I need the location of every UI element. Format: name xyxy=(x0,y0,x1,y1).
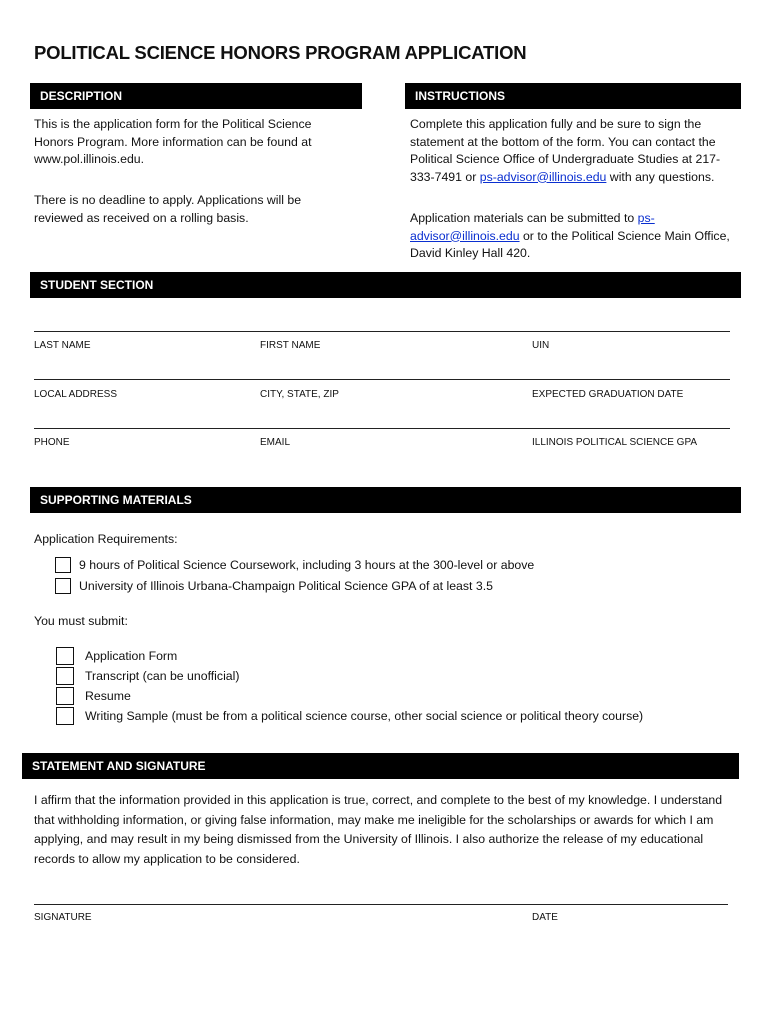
advisor-email-link-2[interactable]: ps-advisor@illinois.edu xyxy=(410,211,655,243)
description-header: DESCRIPTION xyxy=(30,83,362,109)
submit-checkbox[interactable] xyxy=(56,667,74,685)
requirement-checkbox[interactable] xyxy=(55,578,71,594)
signature-label: SIGNATURE xyxy=(34,912,92,923)
statement-text: I affirm that the information provided in this application is true, correct, and complete to the best of my knowledge. I understand that withholding information, or giving false information, may make me ineligible for the scholarships or awards for which I am applying, and may result in my being dismissed from the University of Illinois. I also authorize the release of my educational records to allow my application to be considered. xyxy=(34,793,723,866)
student-section-header: STUDENT SECTION xyxy=(30,272,741,298)
submit-item-label: Transcript (can be unofficial) xyxy=(85,669,240,683)
supporting-materials-header: SUPPORTING MATERIALS xyxy=(30,487,741,513)
description-paragraph-2: There is no deadline to apply. Applications will be reviewed as received on a rolling basis. xyxy=(34,193,302,225)
last-name-label: LAST NAME xyxy=(34,340,91,351)
submit-item-label: Writing Sample (must be from a political science course, other social science or political theory course) xyxy=(85,709,644,723)
submit-item-label: Application Form xyxy=(85,649,178,663)
requirement-label: 9 hours of Political Science Coursework, including 3 hours at the 300-level or above xyxy=(79,558,535,572)
date-label: DATE xyxy=(532,912,558,923)
city-state-zip-label: CITY, STATE, ZIP xyxy=(260,389,339,400)
expected-graduation-label: EXPECTED GRADUATION DATE xyxy=(532,389,684,400)
form-row-line xyxy=(34,428,730,429)
signature-line xyxy=(34,904,728,905)
instructions-paragraph-2 xyxy=(410,210,730,263)
requirement-checkbox[interactable] xyxy=(55,557,71,573)
requirements-label: Application Requirements: xyxy=(34,532,178,546)
instructions-text: with any questions. xyxy=(606,169,715,184)
gpa-label: ILLINOIS POLITICAL SCIENCE GPA xyxy=(532,437,698,448)
page-title: POLITICAL SCIENCE HONORS PROGRAM APPLICATION xyxy=(34,42,527,63)
statement-header: STATEMENT AND SIGNATURE xyxy=(22,753,739,779)
instructions-paragraph-1 xyxy=(410,116,730,186)
form-row-line xyxy=(34,379,730,380)
advisor-email-link[interactable]: ps-advisor@illinois.edu xyxy=(479,169,607,184)
requirement-label: University of Illinois Urbana-Champaign Political Science GPA of at least 3.5 xyxy=(79,579,493,593)
submit-checkbox[interactable] xyxy=(56,687,74,705)
instructions-text: or to the Political Science Main Office, David Kinley Hall 420. xyxy=(410,228,730,260)
instructions-text: Complete this application fully and be sure to sign the statement at the bottom of the form. You can contact the Political Science Office of Undergraduate Studies at 217-333-7491 or xyxy=(410,117,721,184)
instructions-header: INSTRUCTIONS xyxy=(405,83,741,109)
uin-label: UIN xyxy=(532,340,550,351)
submit-label: You must submit: xyxy=(34,614,128,628)
description-paragraph-1: This is the application form for the Political Science Honors Program. More information can be found at www.pol.illinois.edu. xyxy=(34,117,312,166)
submit-item-label: Resume xyxy=(85,689,131,703)
first-name-label: FIRST NAME xyxy=(260,340,321,351)
local-address-label: LOCAL ADDRESS xyxy=(34,389,117,400)
instructions-text: Application materials can be submitted to xyxy=(410,211,638,225)
submit-checkbox[interactable] xyxy=(56,647,74,665)
email-label: EMAIL xyxy=(260,437,291,448)
submit-checkbox[interactable] xyxy=(56,707,74,725)
form-row-line xyxy=(34,331,730,332)
phone-label: PHONE xyxy=(34,437,70,448)
